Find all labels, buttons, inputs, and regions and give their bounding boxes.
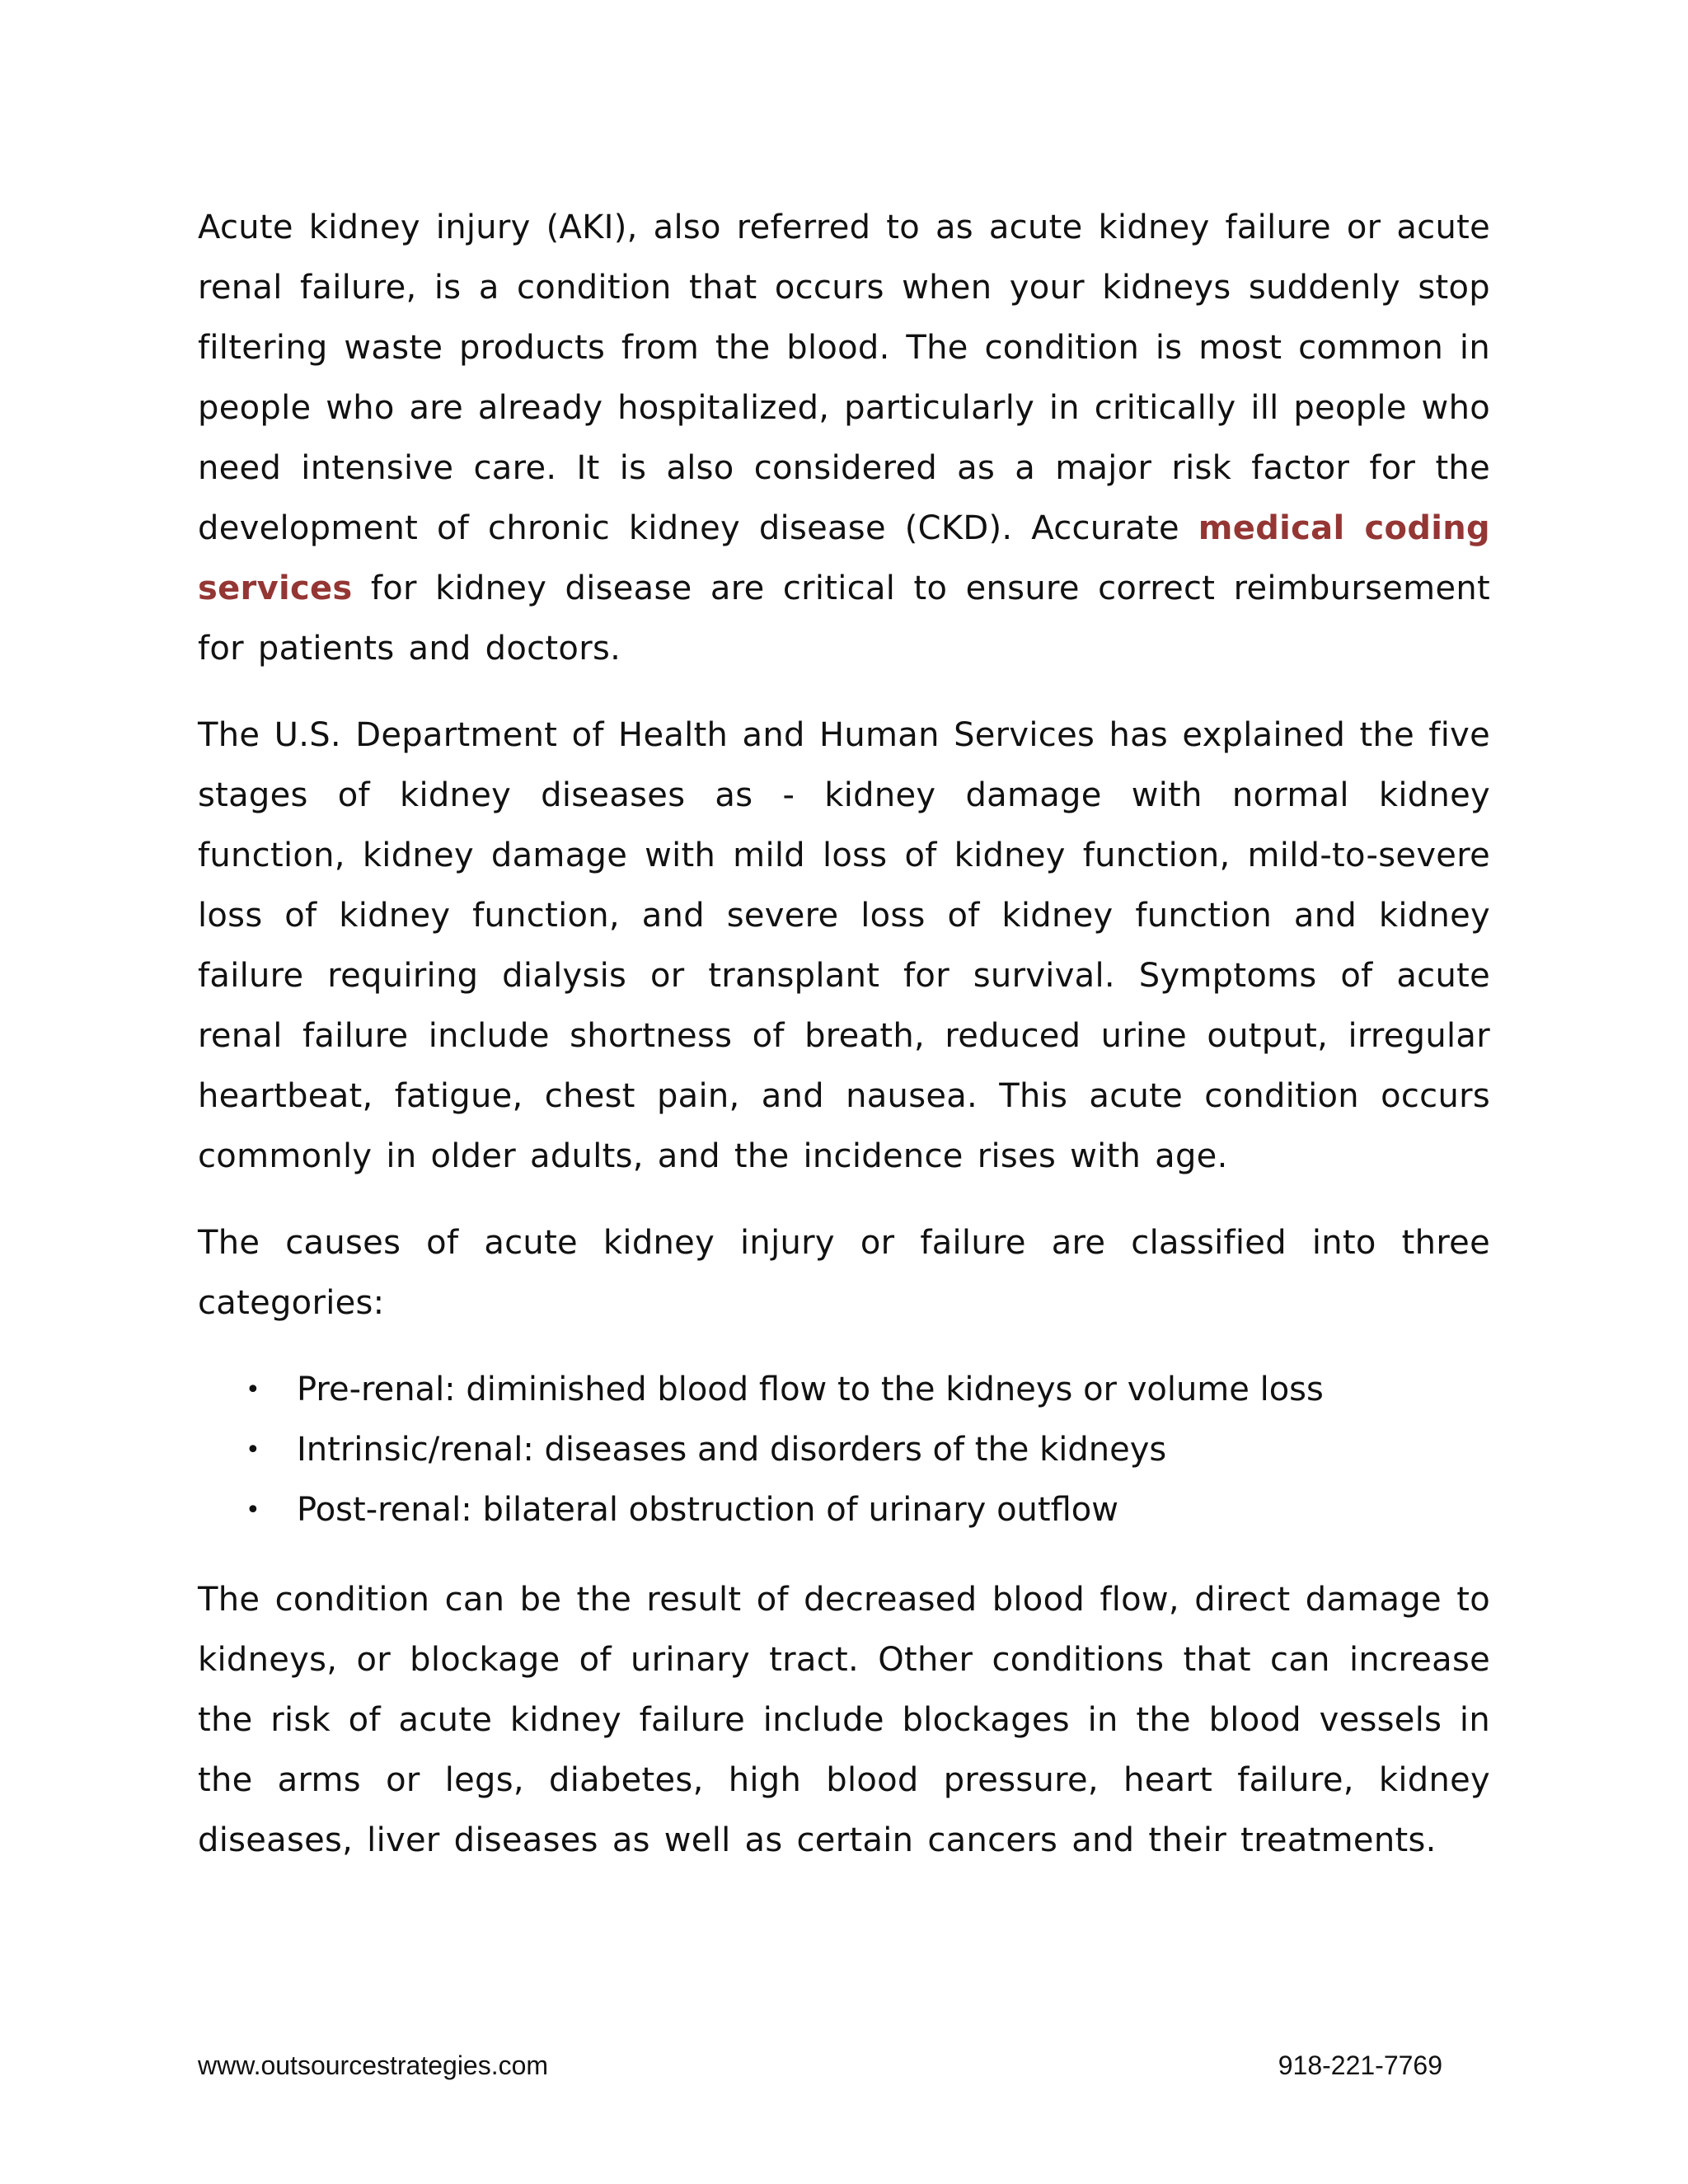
list-item-text: Post-renal: bilateral obstruction of urinary outflow (297, 1491, 1118, 1529)
page-footer (198, 2050, 1442, 2081)
paragraph-aki-intro-text: Acute kidney injury (AKI), also referred to as acute kidney failure or acute renal failure, is a condition that occurs when your kidneys suddenly stop filtering waste products from the blood. The condition is most common in people who are already hospitalized, particularly in critically ill people who need intensive care. It is also considered as a major risk factor for the development of chronic kidney disease (CKD). Accurate (198, 209, 1490, 547)
footer-website: www.outsourcestrategies.com (198, 2050, 549, 2080)
bullet-icon: • (246, 1436, 260, 1465)
list-item (198, 1480, 1490, 1540)
list-item (198, 1360, 1490, 1420)
document-body (198, 198, 1490, 1897)
paragraph-aki-intro-text-end: for kidney disease are critical to ensure correct reimbursement for patients and doctors. (198, 569, 1490, 668)
list-item (198, 1420, 1490, 1480)
paragraph-causes-intro: The causes of acute kidney injury or failure are classified into three categories: (198, 1224, 1490, 1322)
medical-coding-services-link[interactable]: medical coding services (198, 509, 1490, 607)
list-item-text: Pre-renal: diminished blood flow to the kidneys or volume loss (297, 1371, 1324, 1408)
bullet-icon: • (246, 1496, 260, 1525)
causes-list (198, 1360, 1490, 1540)
bullet-icon: • (246, 1376, 260, 1404)
paragraph-risk-factors: The condition can be the result of decreased blood flow, direct damage to kidneys, or blockage of urinary tract. Other conditions that can increase the risk of acute kidney failure include blockages in the blood vessels in the arms or legs, diabetes, high blood pressure, heart failure, kidney diseases, liver diseases as well as certain cancers and their treatments. (198, 1581, 1490, 1859)
paragraph-aki-intro (198, 198, 1490, 679)
footer-phone: 918-221-7769 (1278, 2050, 1442, 2080)
list-item-text: Intrinsic/renal: diseases and disorders of the kidneys (297, 1431, 1167, 1469)
paragraph-ckd-stages: The U.S. Department of Health and Human Services has explained the five stages of kidney diseases as - kidney damage with normal kidney function, kidney damage with mild loss of kidney function, mild-to-severe loss of kidney function, and severe loss of kidney function and kidney failure requiring dialysis or transplant for survival. Symptoms of acute renal failure include shortness of breath, reduced urine output, irregular heartbeat, fatigue, chest pain, and nausea. This acute condition occurs commonly in older adults, and the incidence rises with age. (198, 716, 1490, 1175)
